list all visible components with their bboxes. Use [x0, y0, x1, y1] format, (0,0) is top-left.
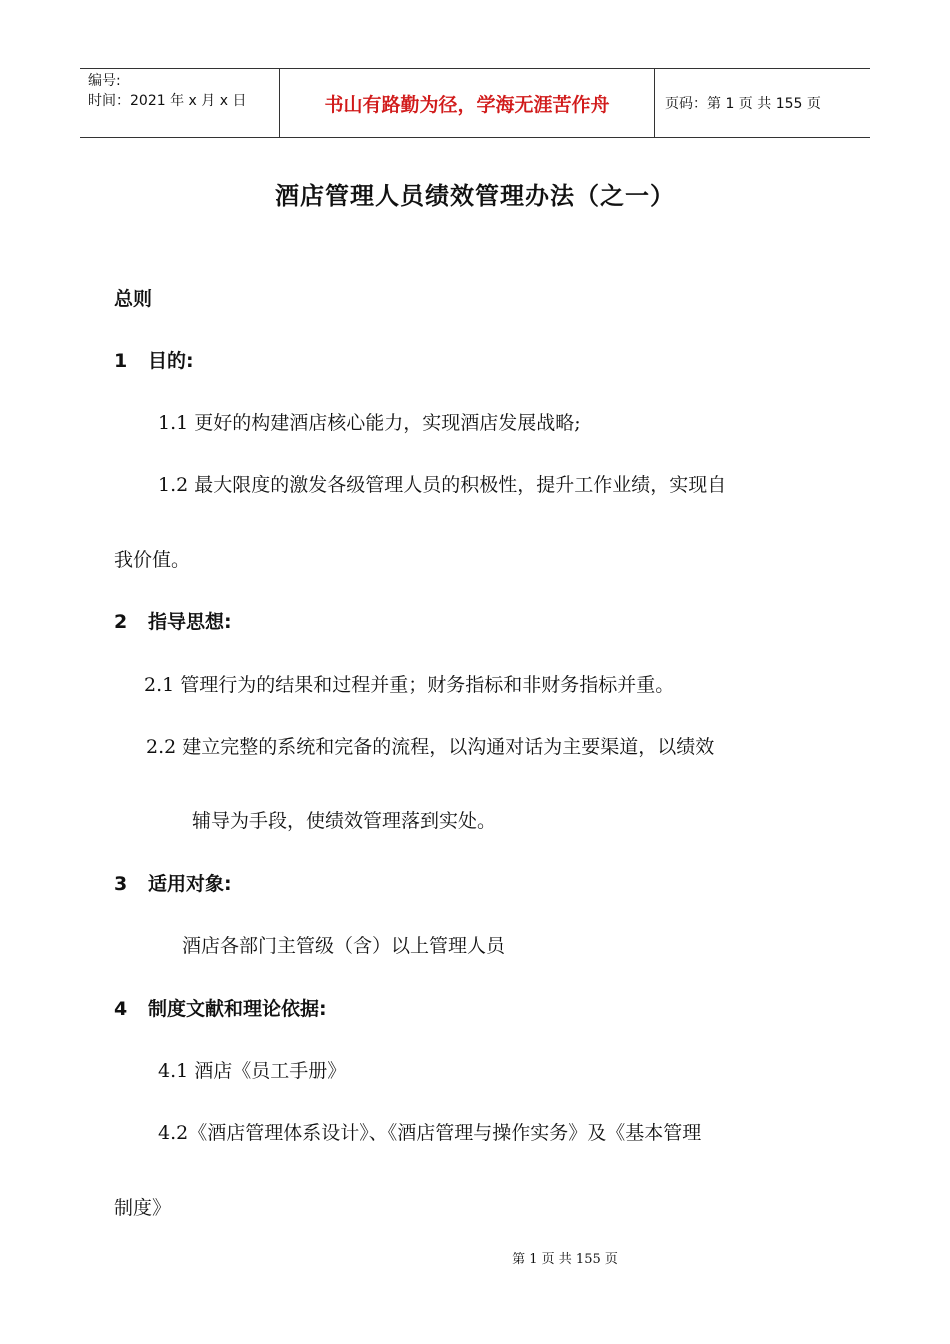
section-title: 适用对象: [148, 873, 232, 895]
number-label: 编号: [88, 73, 121, 89]
section-title: 指导思想: [148, 611, 232, 633]
paragraph-line: 辅导为手段，使绩效管理落到实处。 [192, 810, 497, 832]
paragraph-line: 2.2 建立完整的系统和完备的流程，以沟通对话为主要渠道，以绩效 [146, 736, 715, 758]
header-meta [80, 69, 280, 137]
paragraph-line: 1.2 最大限度的激发各级管理人员的积极性，提升工作业绩，实现自 [158, 474, 727, 496]
header-table [80, 68, 870, 138]
section-number: 2 [114, 611, 128, 633]
motto: 书山有路勤为径，学海无涯苦作舟 [280, 69, 655, 137]
paragraph-line: 我价值。 [114, 549, 191, 571]
general-heading: 总则 [114, 288, 153, 310]
paragraph-line: 酒店各部门主管级（含）以上管理人员 [182, 935, 506, 957]
section-number: 1 [114, 350, 128, 372]
paragraph-line: 4.2《酒店管理体系设计》、《酒店管理与操作实务》及《基本管理 [158, 1122, 702, 1144]
section-heading-4 [114, 994, 327, 1021]
time-label: 时间：2021 年 x 月 x 日 [88, 93, 247, 109]
document-title: 酒店管理人员绩效管理办法（之一） [275, 182, 675, 210]
section-title: 制度文献和理论依据: [148, 998, 327, 1020]
section-heading-1 [114, 346, 194, 373]
section-heading-3 [114, 869, 232, 896]
paragraph-line: 2.1 管理行为的结果和过程并重；财务指标和非财务指标并重。 [144, 674, 675, 696]
section-heading-2 [114, 607, 232, 634]
section-title: 目的: [148, 350, 194, 372]
paragraph-line: 4.1 酒店《员工手册》 [158, 1060, 347, 1082]
page-info: 页码：第 1 页 共 155 页 [665, 96, 821, 112]
paragraph-line: 制度》 [114, 1197, 172, 1219]
page-footer: 第 1 页 共 155 页 [512, 1252, 618, 1267]
paragraph-line: 1.1 更好的构建酒店核心能力，实现酒店发展战略; [158, 412, 581, 434]
section-number: 4 [114, 998, 128, 1020]
section-number: 3 [114, 873, 128, 895]
